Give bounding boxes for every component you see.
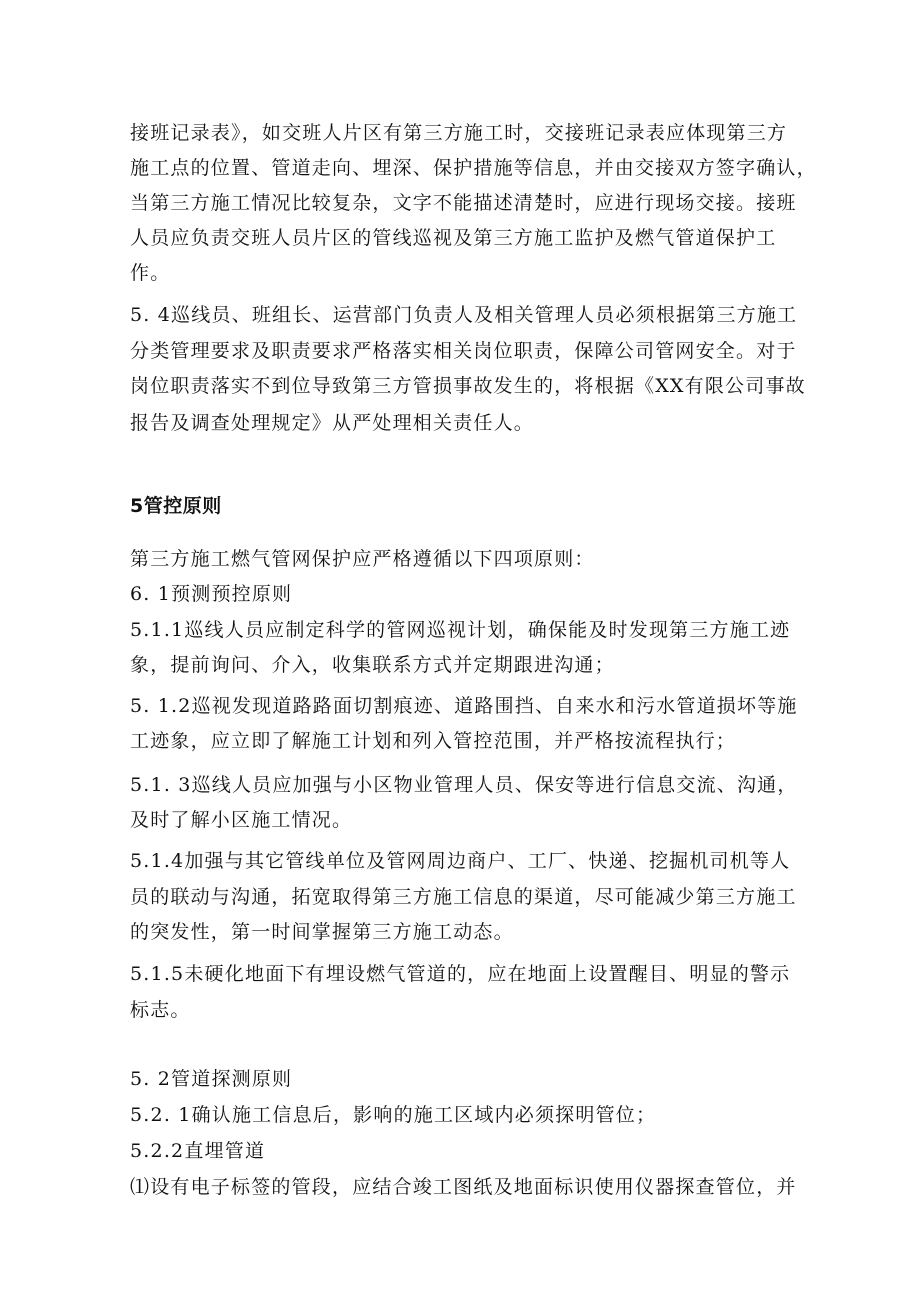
list-item: 象，提前询问、介入，收集联系方式并定期跟进沟通； bbox=[130, 654, 615, 676]
list-item: 及时了解小区施工情况。 bbox=[130, 809, 353, 831]
paragraph-line: 报告及调查处理规定》从严处理相关责任人。 bbox=[130, 412, 535, 434]
subsection-title: 6. 1预测预控原则 bbox=[130, 583, 293, 605]
intro-line: 第三方施工燃气管网保护应严格遵循以下四项原则： bbox=[130, 548, 595, 570]
subsection-title: 5. 2管道探测原则 bbox=[130, 1068, 293, 1090]
paragraph-line: 当第三方施工情况比较复杂，文字不能描述清楚时，应进行现场交接。接班 bbox=[130, 192, 797, 214]
list-item: 5.2.2直埋管道 bbox=[130, 1140, 266, 1162]
list-item: 5.1.5未硬化地面下有埋设燃气管道的，应在地面上设置醒目、明显的警示 bbox=[130, 963, 791, 985]
paragraph-line: 人员应负责交班人员片区的管线巡视及第三方施工监护及燃气管道保护工 bbox=[130, 227, 777, 249]
paragraph-line: 岗位职责落实不到位导致第三方管损事故发生的，将根据《XX有限公司事故 bbox=[130, 375, 806, 397]
list-item: 5.1. 3巡线人员应加强与小区物业管理人员、保安等进行信息交流、沟通， bbox=[130, 774, 798, 796]
paragraph-line: 施工点的位置、管道走向、埋深、保护措施等信息，并由交接双方签字确认， bbox=[130, 157, 817, 179]
list-item: 5.1.1巡线人员应制定科学的管网巡视计划，确保能及时发现第三方施工迹 bbox=[130, 619, 791, 641]
list-item: 员的联动与沟通，拓宽取得第三方施工信息的渠道，尽可能减少第三方施工 bbox=[130, 886, 797, 908]
paragraph-line: 分类管理要求及职责要求严格落实相关岗位职责，保障公司管网安全。对于 bbox=[130, 340, 797, 362]
list-item: 工迹象，应立即了解施工计划和列入管控范围，并严格按流程执行； bbox=[130, 730, 737, 752]
section-heading: 5管控原则 bbox=[130, 495, 222, 517]
list-item: ⑴设有电子标签的管段，应结合竣工图纸及地面标识使用仪器探查管位，并 bbox=[130, 1176, 797, 1198]
list-item: 标志。 bbox=[130, 999, 191, 1021]
list-item: 5.2. 1确认施工信息后，影响的施工区域内必须探明管位； bbox=[130, 1104, 657, 1126]
paragraph-line: 作。 bbox=[130, 262, 171, 284]
paragraph-line: 5. 4巡线员、班组长、运营部门负责人及相关管理人员必须根据第三方施工 bbox=[130, 304, 798, 326]
list-item: 5.1.4加强与其它管线单位及管网周边商户、工厂、快递、挖掘机司机等人 bbox=[130, 850, 791, 872]
list-item: 5. 1.2巡视发现道路路面切割痕迹、道路围挡、自来水和污水管道损坏等施 bbox=[130, 695, 798, 717]
list-item: 的突发性，第一时间掌握第三方施工动态。 bbox=[130, 921, 514, 943]
paragraph-line: 接班记录表》，如交班人片区有第三方施工时，交接班记录表应体现第三方 bbox=[130, 122, 788, 144]
